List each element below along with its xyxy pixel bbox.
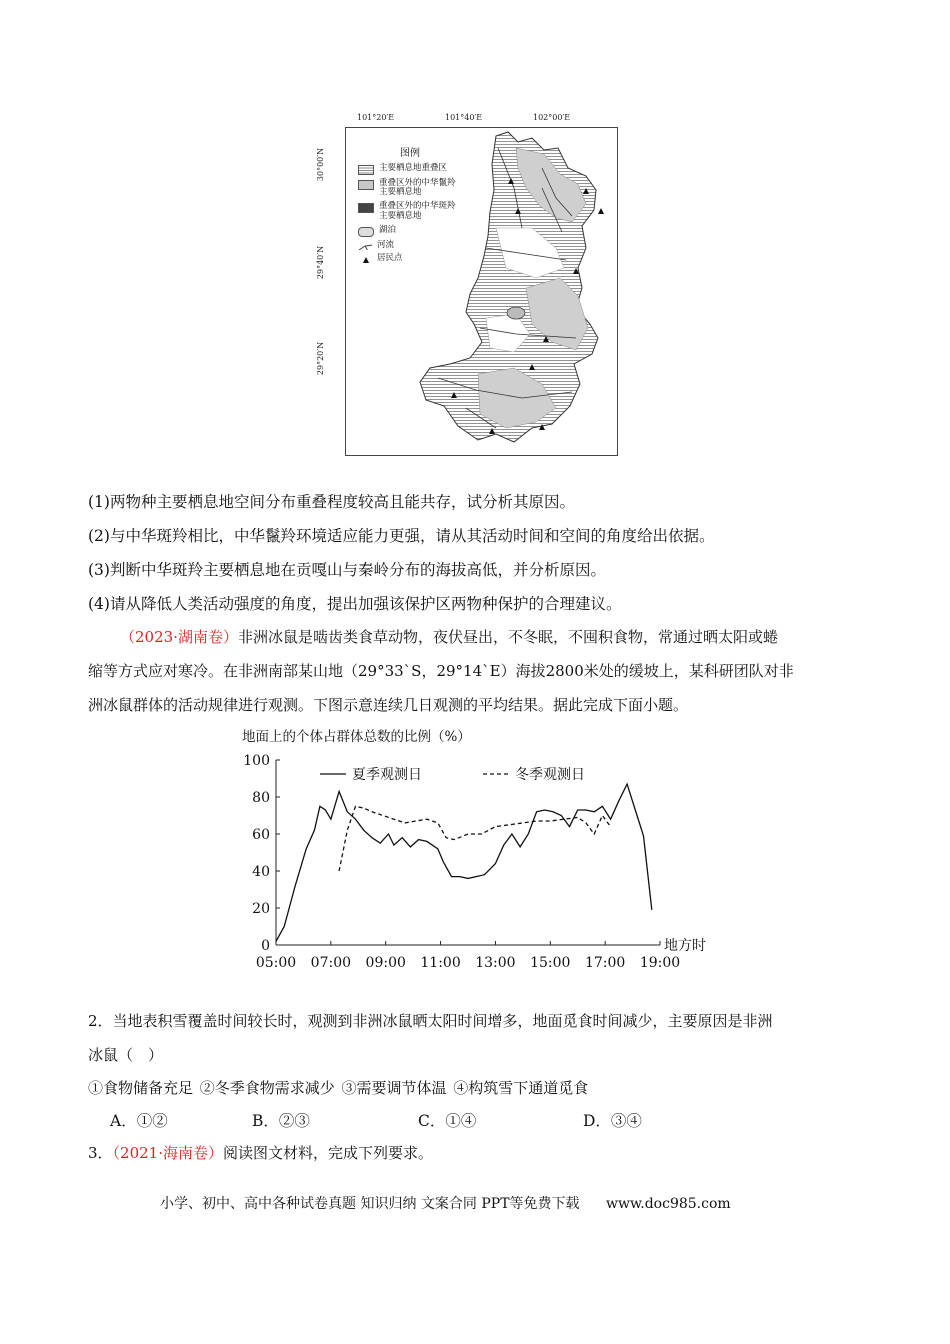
q3-text: 阅读图文材料，完成下列要求。 bbox=[223, 1144, 434, 1162]
footer bbox=[160, 1193, 731, 1213]
map-tick-lon-3: 102°00′E bbox=[533, 113, 571, 122]
passage-line-1 bbox=[120, 626, 778, 647]
winter-series-line bbox=[339, 806, 610, 871]
legend-label: 主要栖息地重叠区 bbox=[379, 162, 448, 173]
lake bbox=[507, 307, 525, 319]
legend-label: 湖泊 bbox=[379, 224, 397, 235]
legend-item-river bbox=[358, 241, 456, 251]
passage-line-3: 洲冰鼠群体的活动规律进行观测。下图示意连续几日观测的平均结果。据此完成下面小题。 bbox=[88, 696, 689, 714]
legend-item-settlement bbox=[358, 254, 456, 264]
x-axis-label: 地方时 bbox=[664, 938, 706, 954]
q2-statements: ①食物储备充足 ②冬季食物需求减少 ③需要调节体温 ④构筑雪下通道觅食 bbox=[88, 1079, 589, 1097]
map-tick-lat-1: 30°00′N bbox=[316, 147, 326, 182]
passage-source: （2023·湖南卷） bbox=[120, 628, 238, 646]
legend-gray-swatch bbox=[358, 180, 374, 190]
y-tick-label: 80 bbox=[252, 790, 270, 806]
x-tick-label: 15:00 bbox=[530, 955, 571, 971]
y-tick-label: 100 bbox=[243, 753, 270, 769]
summer-series-line bbox=[276, 784, 652, 941]
q2-stem-line-2: 冰鼠（ ） bbox=[88, 1046, 164, 1064]
map-top-ticks bbox=[345, 113, 616, 127]
legend-hatched-swatch bbox=[358, 165, 374, 175]
map-tick-lon-1: 101°20′E bbox=[357, 113, 395, 122]
map-tick-lon-2: 101°40′E bbox=[445, 113, 483, 122]
x-tick-label: 17:00 bbox=[584, 955, 626, 971]
y-tick-label: 20 bbox=[252, 901, 270, 917]
q2-option-b[interactable]: B．②③ bbox=[252, 1112, 310, 1130]
legend-label: 重叠区外的中华鬣羚 主要栖息地 bbox=[379, 177, 456, 198]
legend-river-icon bbox=[358, 242, 372, 250]
y-tick-label: 40 bbox=[252, 864, 270, 880]
legend-item-serow bbox=[358, 179, 456, 199]
question-1-1: (1)两物种主要栖息地空间分布重叠程度较高且能共存，试分析其原因。 bbox=[88, 493, 575, 511]
question-1-2: (2)与中华斑羚相比，中华鬣羚环境适应能力更强，请从其活动时间和空间的角度给出依据。 bbox=[88, 527, 715, 545]
map-tick-lat-3: 29°20′N bbox=[316, 341, 326, 376]
line-chart bbox=[230, 748, 730, 978]
x-tick-label: 13:00 bbox=[475, 955, 516, 971]
x-tick-label: 11:00 bbox=[420, 955, 461, 971]
map-legend bbox=[358, 148, 456, 264]
passage-text-1: 非洲冰鼠是啮齿类食草动物，夜伏昼出，不冬眠，不囤积食物，常通过晒太阳或蜷 bbox=[237, 628, 778, 646]
q2-stem-line-1: 2．当地表积雪覆盖时间较长时，观测到非洲冰鼠晒太阳时间增多，地面觅食时间减少，主要原因是非洲 bbox=[88, 1012, 773, 1030]
legend-item-goral bbox=[358, 202, 456, 222]
footer-url[interactable]: www.doc985.com bbox=[605, 1196, 731, 1212]
passage-line-2: 缩等方式应对寒冷。在非洲南部某山地（29°33`S，29°14`E）海拔2800米处的缓坡上，某科研团队对非 bbox=[88, 662, 794, 680]
q3-source: （2021·海南卷） bbox=[112, 1144, 223, 1162]
legend-label: 居民点 bbox=[377, 253, 403, 264]
x-tick-label: 05:00 bbox=[255, 955, 297, 971]
legend-triangle-icon bbox=[358, 255, 372, 263]
legend-winter-label: 冬季观测日 bbox=[515, 767, 585, 783]
legend-label: 重叠区外的中华斑羚 主要栖息地 bbox=[379, 201, 456, 221]
legend-dark-swatch bbox=[358, 203, 374, 213]
x-tick-label: 09:00 bbox=[365, 955, 406, 971]
habitat-map bbox=[345, 127, 618, 456]
legend-label: 河流 bbox=[377, 239, 395, 250]
q3-number: 3． bbox=[88, 1144, 113, 1162]
legend-lake-swatch bbox=[358, 227, 374, 237]
y-tick-label: 0 bbox=[261, 938, 270, 954]
legend-title: 图例 bbox=[400, 148, 420, 159]
legend-item-overlap bbox=[358, 164, 456, 175]
q2-option-c[interactable]: C．①④ bbox=[418, 1112, 477, 1130]
chart-title: 地面上的个体占群体总数的比例（%） bbox=[242, 729, 471, 745]
x-tick-label: 19:00 bbox=[639, 955, 681, 971]
map-tick-lat-2: 29°40′N bbox=[316, 245, 326, 280]
legend-item-lake bbox=[358, 226, 456, 237]
footer-text: 小学、初中、高中各种试卷真题 知识归纳 文案合同 PPT等免费下载 bbox=[160, 1196, 580, 1212]
y-tick-label: 60 bbox=[252, 827, 270, 843]
q2-option-a[interactable]: A．①② bbox=[110, 1112, 168, 1130]
q3-line bbox=[88, 1142, 433, 1163]
x-tick-label: 07:00 bbox=[310, 955, 352, 971]
q2-option-d[interactable]: D．③④ bbox=[583, 1112, 642, 1130]
question-1-3: (3)判断中华斑羚主要栖息地在贡嘎山与秦岭分布的海拔高低，并分析原因。 bbox=[88, 561, 606, 579]
question-1-4: (4)请从降低人类活动强度的角度，提出加强该保护区两物种保护的合理建议。 bbox=[88, 595, 622, 613]
legend-summer-label: 夏季观测日 bbox=[352, 767, 422, 783]
